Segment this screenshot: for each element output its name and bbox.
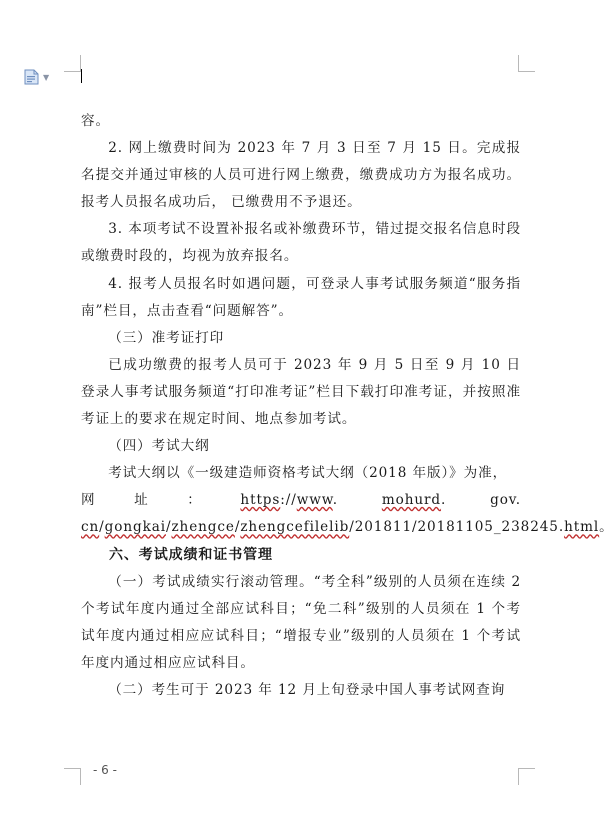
text-cursor: [81, 69, 82, 83]
subheading-syllabus: （四）考试大纲: [108, 438, 210, 455]
url-segment: zhengce: [171, 519, 235, 536]
document-icon: [24, 69, 39, 85]
url-segment: .: [332, 492, 382, 509]
crop-mark-top-left: [64, 55, 81, 72]
url-segment: /: [99, 519, 105, 536]
url-segment: /201811/20181105_238245.: [349, 519, 565, 536]
url-segment: mohurd: [381, 492, 442, 509]
url-segment: . gov.: [441, 492, 521, 509]
document-menu-button[interactable]: [24, 69, 58, 85]
url-segment: https: [240, 492, 281, 509]
paragraph-admission-ticket: 已成功缴费的报考人员可于 2023 年 9 月 5 日至 9 月 10 日登录人事考试服务频道“打印准考证”栏目下载打印准考证，并按照准考证上的要求在规定时间、地点参加考试。: [81, 356, 521, 428]
paragraph-no-makeup: 3. 本项考试不设置补报名或补缴费环节，错过提交报名信息时段或缴费时段的，均视为放弃报名。: [81, 221, 521, 265]
body-line: 容。: [81, 113, 110, 129]
crop-mark-bottom-right: [518, 768, 535, 785]
url-segment: ://: [280, 492, 297, 509]
document-body[interactable]: [81, 108, 614, 704]
page-number: - 6 -: [93, 763, 117, 777]
url-segment: /: [166, 519, 172, 536]
url-segment: html: [564, 519, 600, 536]
url-segment: www: [296, 492, 333, 509]
section-heading: 六、考试成绩和证书管理: [109, 546, 273, 563]
url-segment: /: [234, 519, 241, 536]
paragraph-syllabus: 考试大纲以《一级建造师资格考试大纲（2018 年版）》为准，: [108, 465, 508, 482]
crop-mark-top-right: [518, 55, 535, 72]
url-segment: zhengcefilelib: [240, 519, 350, 536]
caret-down-icon: ▼: [43, 72, 50, 82]
paragraph-score-management: （一）考试成绩实行滚动管理。“考全科”级别的人员须在连续 2 个考试年度内通过全部应试科目；“免二科”级别的人员须在 1 个考试年度内通过相应应试科目；“增报专业”级别的人员须在 1 个考试年度内通过相应应试科目。: [81, 573, 521, 671]
url-segment: 。: [599, 519, 614, 536]
url-segment: gongkai: [104, 519, 166, 536]
paragraph-score-query: （二）考生可于 2023 年 12 月上旬登录中国人事考试网查询: [108, 681, 506, 698]
subheading-admission-ticket: （三）准考证打印: [108, 329, 225, 346]
paragraph-url: [81, 487, 614, 541]
paragraph-payment-time: 2. 网上缴费时间为 2023 年 7 月 3 日至 7 月 15 日。完成报名提交并通过审核的人员可进行网上缴费，缴费成功方为报名成功。报考人员报名成功后， 已缴费用不予退还。: [81, 140, 521, 211]
paragraph-help: 4. 报考人员报名时如遇问题，可登录人事考试服务频道“服务指南”栏目，点击查看“问题解答”。: [81, 275, 521, 319]
url-segment: cn: [81, 519, 100, 536]
url-label: 网址：: [81, 492, 241, 509]
